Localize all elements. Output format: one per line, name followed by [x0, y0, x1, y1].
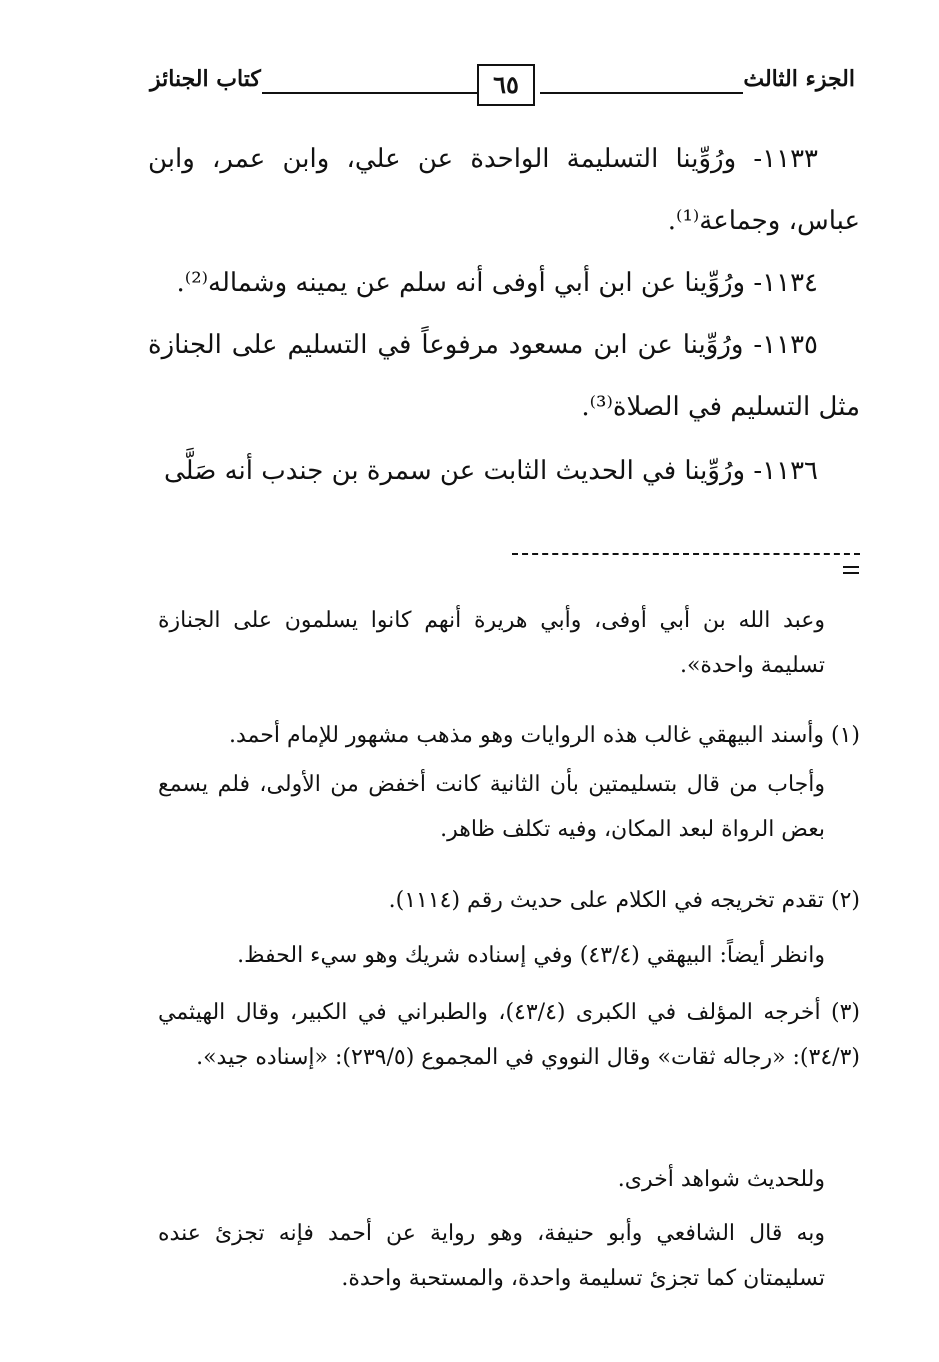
volume-title: الجزء الثالث	[743, 66, 855, 92]
footnote-3-continued: وللحديث شواهد أخرى.	[617, 1167, 825, 1192]
header-rule-left	[262, 92, 477, 94]
page-number: ٦٥	[477, 64, 535, 106]
continuation-mark	[843, 566, 859, 574]
paragraph-1134: ١١٣٤- ورُوِّينا عن ابن أبي أوفى أنه سلم عن يمينه وشماله⁽²⁾.	[176, 268, 818, 298]
footnote-3-note: وبه قال الشافعي وأبو حنيفة، وهو رواية عن أحمد فإنه تجزئ عنده تسليمتان كما تجزئ تسليمة واحدة، والمستحبة واحدة.	[158, 1221, 825, 1291]
paragraph-1133: ١١٣٣- ورُوِّينا التسليمة الواحدة عن علي، وابن عمر، وابن عباس، وجماعة⁽¹⁾.	[148, 144, 860, 236]
footnote-2-continued: وانظر أيضاً: البيهقي (٤٣/٤) وفي إسناده شريك وهو سيء الحفظ.	[237, 943, 825, 968]
book-title: كتاب الجنائز	[150, 66, 261, 92]
footnote-1-continued: وأجاب من قال بتسليمتين بأن الثانية كانت أخفض من الأولى، فلم يسمع بعض الرواة لبعد المكان، وفيه تكلف ظاهر.	[158, 772, 825, 842]
footnote-separator	[512, 553, 860, 555]
footnote-continued: وعبد الله بن أبي أوفى، وأبي هريرة أنهم كانوا يسلمون على الجنازة تسليمة واحدة».	[158, 608, 825, 678]
footnote-3: (٣) أخرجه المؤلف في الكبرى (٤٣/٤)، والطبراني في الكبير، وقال الهيثمي (٣٤/٣): «رجاله ثقات» وقال النووي في المجموع (٢٣٩/٥): «إسناده جيد».	[158, 1000, 860, 1070]
paragraph-1136: ١١٣٦- ورُوِّينا في الحديث الثابت عن سمرة بن جندب أنه صَلَّى	[164, 456, 818, 486]
header-rule-right	[540, 92, 743, 94]
paragraph-1135: ١١٣٥- ورُوِّينا عن ابن مسعود مرفوعاً في التسليم على الجنازة مثل التسليم في الصلاة⁽³⁾.	[148, 330, 860, 422]
footnote-1: (١) وأسند البيهقي غالب هذه الروايات وهو مذهب مشهور للإمام أحمد.	[229, 723, 860, 748]
footnote-2: (٢) تقدم تخريجه في الكلام على حديث رقم (١١١٤).	[388, 888, 860, 913]
